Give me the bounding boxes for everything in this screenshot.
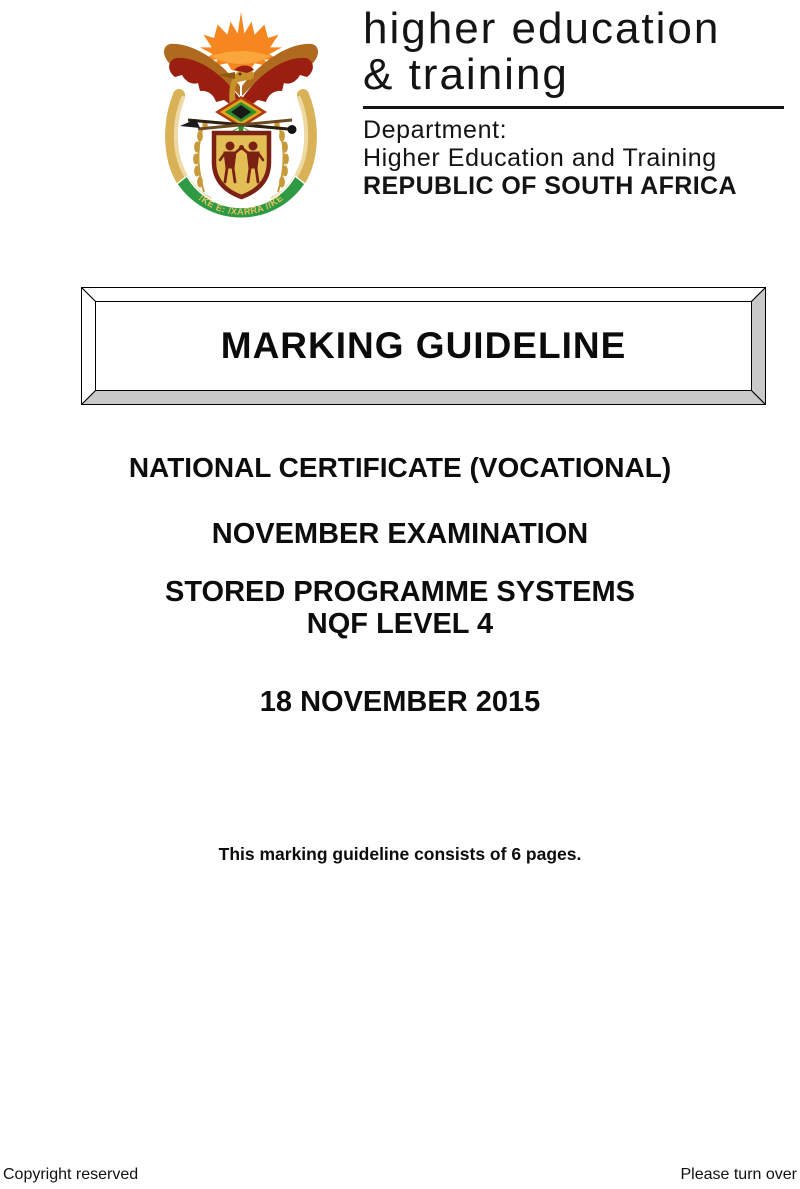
exam-session-heading: NOVEMBER EXAMINATION: [211, 518, 589, 550]
footer-copyright: Copyright reserved: [3, 1166, 139, 1183]
wordmark-rule: [363, 106, 784, 109]
wordmark-line1: higher education: [363, 4, 721, 53]
department-wordmark: [363, 6, 793, 200]
marking-guideline-box: [81, 287, 766, 405]
document-title: MARKING GUIDELINE: [220, 325, 627, 366]
footer-turn-over: Please turn over: [680, 1166, 797, 1183]
nqf-level: NQF LEVEL 4: [306, 608, 494, 640]
emblem-motto-text: !KE E: /XARRA //KE: [196, 192, 286, 217]
country-name: REPUBLIC OF SOUTH AFRICA: [363, 172, 737, 200]
department-name: Higher Education and Training: [363, 144, 717, 172]
subject-name: STORED PROGRAMME SYSTEMS: [165, 576, 635, 608]
department-label: Department:: [363, 116, 508, 144]
subject-heading: [0, 576, 800, 640]
exam-date-heading: 18 NOVEMBER 2015: [259, 686, 541, 718]
wheat-right: [275, 121, 289, 193]
shield: [214, 133, 269, 197]
page-footer: [3, 1166, 797, 1184]
wordmark-line2: & training: [363, 50, 569, 99]
certificate-heading: NATIONAL CERTIFICATE (VOCATIONAL): [128, 452, 672, 483]
wheat-left: [194, 121, 208, 193]
pages-note: This marking guideline consists of 6 pages.: [218, 844, 582, 864]
coat-of-arms-icon: [162, 12, 320, 224]
